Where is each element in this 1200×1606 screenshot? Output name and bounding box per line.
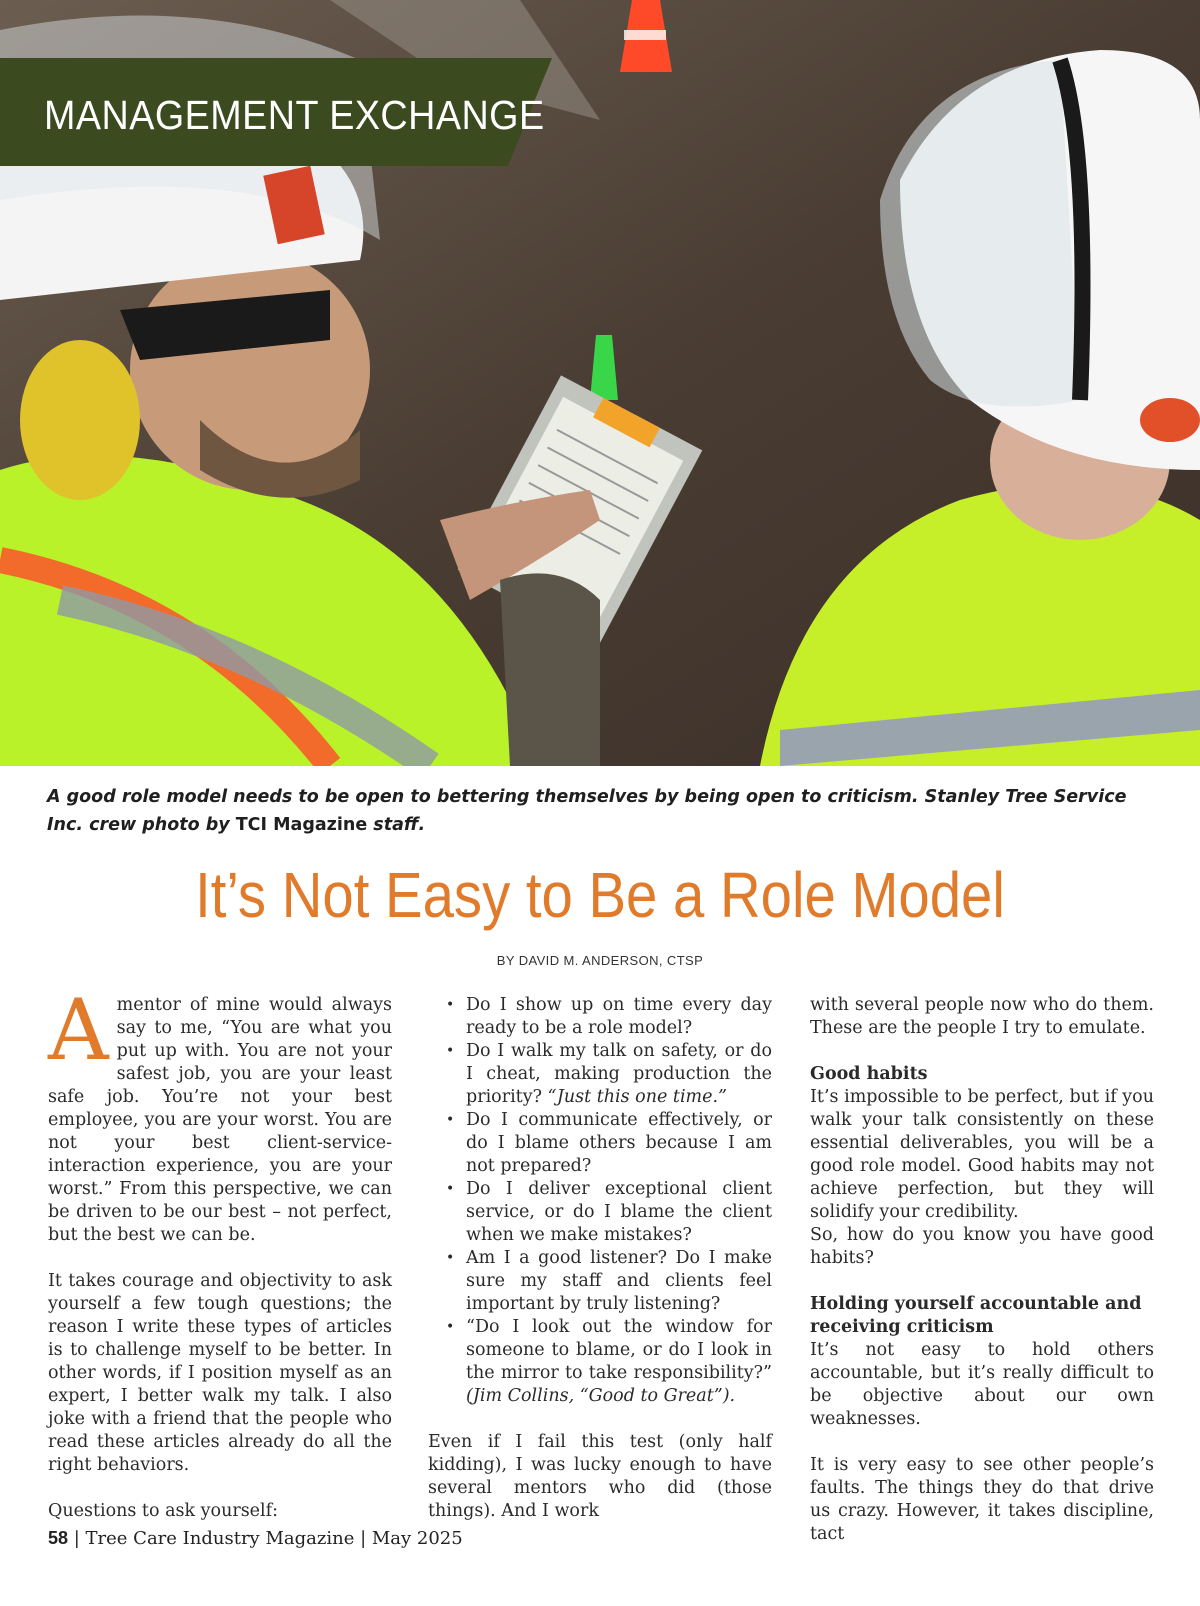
paragraph: It is very easy to see other people’s faults. The things they do that drive us crazy. However, it takes discipline, tact (810, 1455, 1154, 1544)
ear-protection (20, 340, 140, 500)
paragraph: So, how do you know you have good habits? (810, 1225, 1154, 1268)
page-footer (48, 1528, 463, 1549)
publication-info: | Tree Care Industry Magazine | May 2025 (68, 1528, 463, 1549)
left-worker-sleeve (500, 573, 600, 766)
column-1 (48, 981, 392, 1523)
list-item: • Do I deliver exceptional client service, or do I blame the client when we make mistakes? (466, 1178, 772, 1247)
list-item: • Am I a good listener? Do I make sure my staff and clients feel important by truly listening? (466, 1247, 772, 1316)
list-item: • “Do I look out the window for someone to blame, or do I look in the mirror to take responsibility?” (Jim Collins, “Good to Great”). (466, 1316, 772, 1408)
question-list (466, 994, 772, 1408)
paragraph: Questions to ask yourself: (48, 1501, 279, 1521)
paragraph: It’s impossible to be perfect, but if you walk your talk consistently on these essential deliverables, you will be a good role model. Good habits may not achieve perfection, but they will solidify your credibility. (810, 1087, 1154, 1222)
list-item: • Do I walk my talk on safety, or do I cheat, making production the priority? “Just this one time.” (466, 1040, 772, 1109)
citation: (Jim Collins, “Good to Great”). (466, 1386, 736, 1406)
list-item: • Do I communicate effectively, or do I blame others because I am not prepared? (466, 1109, 772, 1178)
paragraph: It’s not easy to hold others accountable, but it’s really difficult to be objective about our own weaknesses. (810, 1340, 1154, 1429)
page-number: 58 (48, 1528, 69, 1548)
subheading-good-habits: Good habits (810, 1064, 928, 1084)
byline: BY DAVID M. ANDERSON, CTSP (496, 953, 704, 968)
column-2 (428, 994, 772, 1523)
caption-publication: TCI Magazine (235, 815, 368, 835)
paragraph: Even if I fail this test (only half kidding), I was lucky enough to have several mentors who did (those things). And I work (428, 1432, 772, 1521)
drop-cap: A (48, 981, 109, 1079)
paragraph: Amentor of mine would always say to me, “You are what you put up with. You are not your safest job, you are your least safe job. You’re not your best employee, you are your worst. You are not your best client-service-interaction experience, you are your worst.” From this perspective, we can be driven to be our best – not perfect, but the best we can be. (48, 981, 392, 1245)
paragraph: with several people now who do them. These are the people I try to emulate. (810, 995, 1154, 1038)
article-title: It’s Not Easy to Be a Role Model (195, 859, 1005, 931)
list-item: • Do I show up on time every day ready to be a role model? (466, 994, 772, 1040)
column-3 (810, 994, 1154, 1546)
subheading-accountability: Holding yourself accountable and receiving criticism (810, 1294, 1142, 1337)
section-label: MANAGEMENT EXCHANGE (44, 92, 545, 138)
photo-caption: A good role model needs to be open to bettering themselves by being open to criticism. Stanley Tree Service Inc. crew photo by TCI Magazine staff. (47, 787, 1127, 835)
paragraph: It takes courage and objectivity to ask yourself a few tough questions; the reason I write these types of articles is to challenge myself to be better. In other words, if I position myself as an expert, I better walk my talk. I also joke with a friend that the people who read these articles already do all the right behaviors. (48, 1271, 392, 1475)
